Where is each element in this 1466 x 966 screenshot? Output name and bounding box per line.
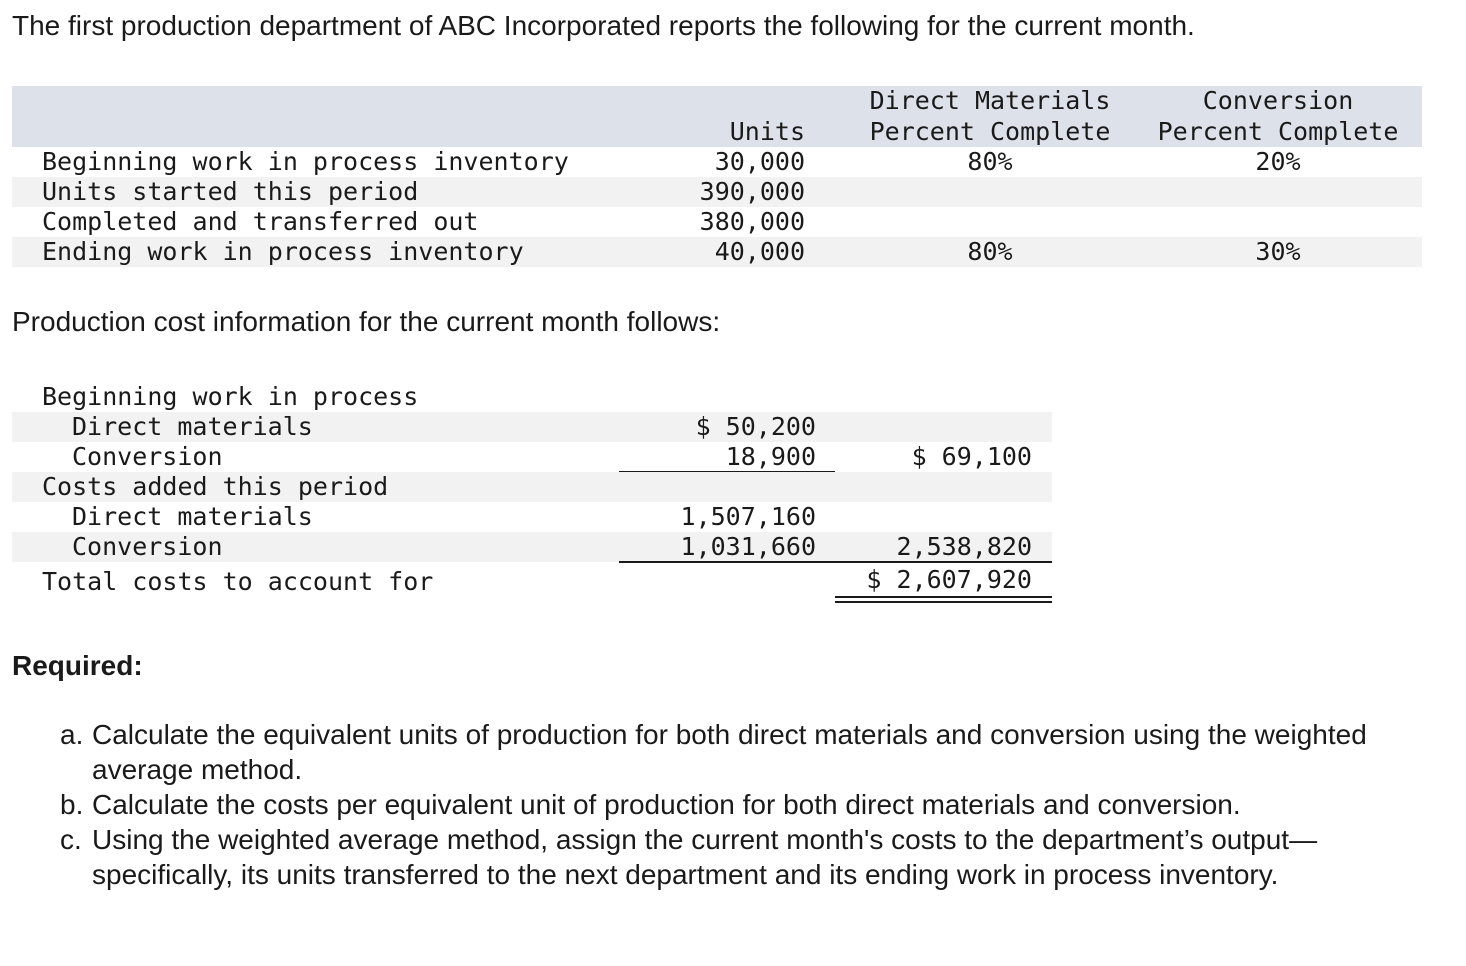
required-list [60,717,1430,892]
table-row [12,177,1422,207]
beg-dm-label: Direct materials [72,412,313,441]
row-cv: 20% [1255,147,1301,176]
required-title: Required: [12,650,143,681]
header-cv-line2: Percent Complete [1157,117,1399,146]
costs-added-label: Costs added this period [42,472,389,501]
total-double-underline [835,596,1052,603]
row-units: 40,000 [714,237,805,266]
table-row [12,442,1052,472]
row-dm: 80% [967,147,1013,176]
table-row [12,562,1052,600]
row-label: Completed and transferred out [42,207,479,236]
intro-text: The first production department of ABC Incorporated reports the following for the current month. [12,10,1195,41]
header-cv-line1: Conversion [1202,86,1354,115]
list-item-text: Using the weighted average method, assign the current month's costs to the department’s output—specifically, its units transferred to the next department and its ending work in process inventory. [92,824,1318,890]
list-marker: b. [60,789,84,820]
table-row [12,502,1052,532]
table-row [12,207,1422,237]
total-costs-label: Total costs to account for [42,567,434,596]
beginning-wip-label: Beginning work in process [42,382,419,411]
table-row [12,237,1422,267]
cost-intro-text: Production cost information for the current month follows: [12,306,721,337]
beg-cv-amount: 18,900 [725,442,816,471]
row-cv: 30% [1255,237,1301,266]
list-item [60,787,1430,822]
list-marker: c. [60,824,82,855]
total-costs-amount: $ 2,607,920 [866,565,1032,594]
add-dm-label: Direct materials [72,502,313,531]
header-units: Units [729,117,805,146]
units-table-header [12,86,1422,147]
row-label: Beginning work in process inventory [42,147,569,176]
table-row [12,382,1052,412]
beg-total-amount: $ 69,100 [911,442,1032,471]
header-dm-line1: Direct Materials [869,86,1111,115]
row-label: Units started this period [42,177,419,206]
beg-cv-label: Conversion [72,442,223,471]
cost-table [12,382,1052,600]
list-marker: a. [60,719,84,750]
list-item-text: Calculate the equivalent units of production for both direct materials and conversion using the weighted average method. [92,719,1367,785]
row-label: Ending work in process inventory [42,237,524,266]
table-row [12,412,1052,442]
add-total-amount: 2,538,820 [896,532,1032,561]
list-item [60,822,1430,892]
row-units: 380,000 [699,207,805,236]
add-cv-amount: 1,031,660 [680,532,816,561]
list-item-text: Calculate the costs per equivalent unit of production for both direct materials and conversion. [92,789,1241,820]
table-row [12,532,1052,562]
list-item [60,717,1430,787]
header-dm-line2: Percent Complete [869,117,1111,146]
beg-dm-amount: $ 50,200 [695,412,816,441]
add-cv-label: Conversion [72,532,223,561]
row-dm: 80% [967,237,1013,266]
table-row [12,472,1052,502]
table-row [12,147,1422,177]
row-units: 390,000 [699,177,805,206]
row-units: 30,000 [714,147,805,176]
units-table [12,86,1422,267]
add-dm-amount: 1,507,160 [680,502,816,531]
